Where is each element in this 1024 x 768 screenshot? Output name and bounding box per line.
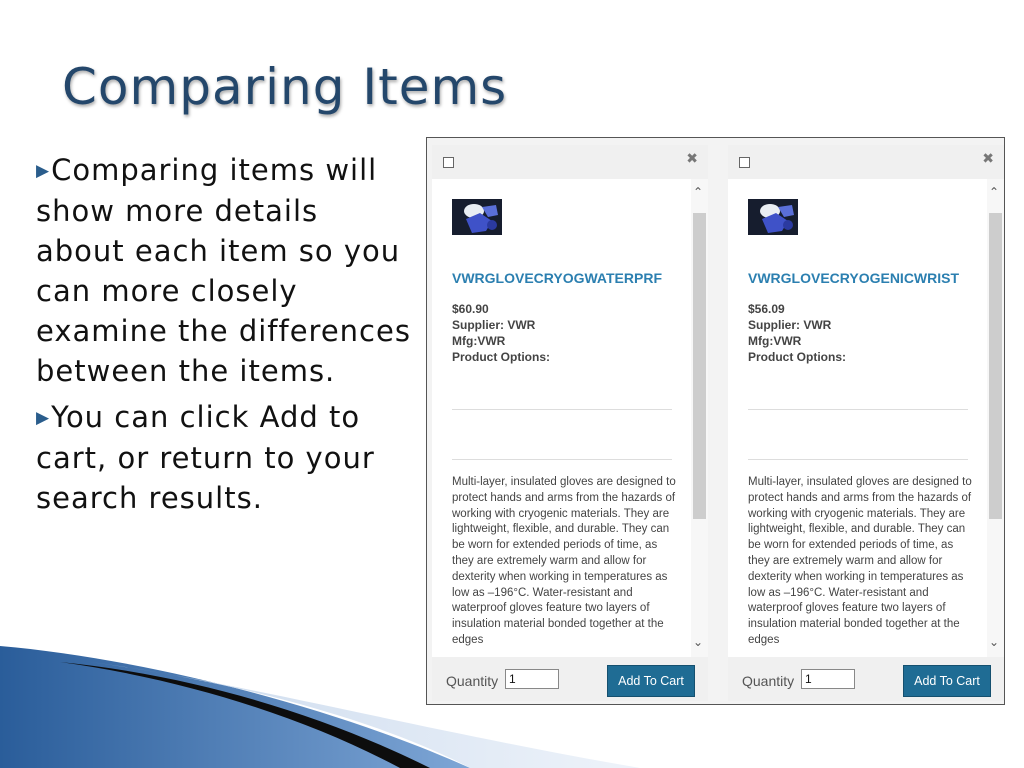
product-name-link[interactable]: VWRGLOVECRYOGWATERPRF [452, 270, 662, 286]
triangle-right-icon: ▶ [36, 161, 51, 181]
panel-header [728, 145, 1004, 179]
quantity-label: Quantity [446, 673, 499, 689]
add-to-cart-button[interactable]: Add To Cart [903, 665, 991, 697]
select-checkbox[interactable] [443, 157, 454, 168]
divider [748, 409, 968, 410]
scroll-thumb[interactable] [693, 213, 706, 519]
vertical-scrollbar[interactable] [987, 179, 1004, 657]
close-icon[interactable]: ✖ [982, 151, 994, 167]
divider [452, 409, 672, 410]
scroll-thumb[interactable] [989, 213, 1002, 519]
product-mfg: Mfg:VWR [748, 334, 802, 348]
bullet-text: You can click Add to cart, or return to your search results. [36, 400, 375, 515]
product-supplier: Supplier: VWR [748, 318, 832, 332]
panel-header [432, 145, 708, 179]
bullet-item [36, 397, 416, 518]
product-options-label: Product Options: [748, 350, 846, 364]
product-image[interactable] [748, 199, 798, 235]
product-meta [748, 301, 846, 365]
product-description: Multi-layer, insulated gloves are designed to protect hands and arms from the hazards of working with cryogenic materials. They are lightweight, flexible, and durable. They can be worn for extended periods of time, as they are extremely warm and allow for dexterity when working in temperatures as low as –196°C. Water-resistant and waterproof gloves feature two layers of insulation material bonded together at the edges [452, 476, 676, 646]
product-price: $60.90 [452, 302, 489, 316]
panel-footer [728, 657, 1004, 701]
product-image[interactable] [452, 199, 502, 235]
vertical-scrollbar[interactable] [691, 179, 708, 657]
compare-panel [728, 145, 1004, 701]
bullet-text: Comparing items will show more details about each item so you can more closely examine the differences between the items. [36, 153, 411, 388]
decorative-swoosh [0, 600, 640, 768]
triangle-right-icon: ▶ [36, 408, 51, 428]
product-options-label: Product Options: [452, 350, 550, 364]
product-meta [452, 301, 550, 365]
add-to-cart-button[interactable]: Add To Cart [607, 665, 695, 697]
product-supplier: Supplier: VWR [452, 318, 536, 332]
slide-title: Comparing Items [62, 58, 508, 116]
product-details [728, 179, 1004, 657]
product-description: Multi-layer, insulated gloves are designed to protect hands and arms from the hazards of working with cryogenic materials. They are lightweight, flexible, and durable. They can be worn for extended periods of time, as they are extremely warm and allow for dexterity when working in temperatures as low as –196°C. Water-resistant and waterproof gloves feature two layers of insulation material bonded together at the edges [748, 476, 972, 646]
product-price: $56.09 [748, 302, 785, 316]
product-details [432, 179, 708, 657]
product-name-link[interactable]: VWRGLOVECRYOGENICWRIST [748, 270, 960, 286]
divider [452, 459, 672, 460]
quantity-label: Quantity [742, 673, 795, 689]
select-checkbox[interactable] [739, 157, 750, 168]
divider [748, 459, 968, 460]
bullet-item [36, 150, 416, 391]
chevron-down-icon[interactable]: ⌄ [989, 635, 1000, 649]
chevron-down-icon[interactable]: ⌄ [693, 635, 704, 649]
chevron-up-icon[interactable]: ⌃ [989, 185, 1000, 199]
close-icon[interactable]: ✖ [686, 151, 698, 167]
quantity-input[interactable] [801, 669, 855, 689]
chevron-up-icon[interactable]: ⌃ [693, 185, 704, 199]
product-mfg: Mfg:VWR [452, 334, 506, 348]
bullet-list [36, 150, 416, 524]
